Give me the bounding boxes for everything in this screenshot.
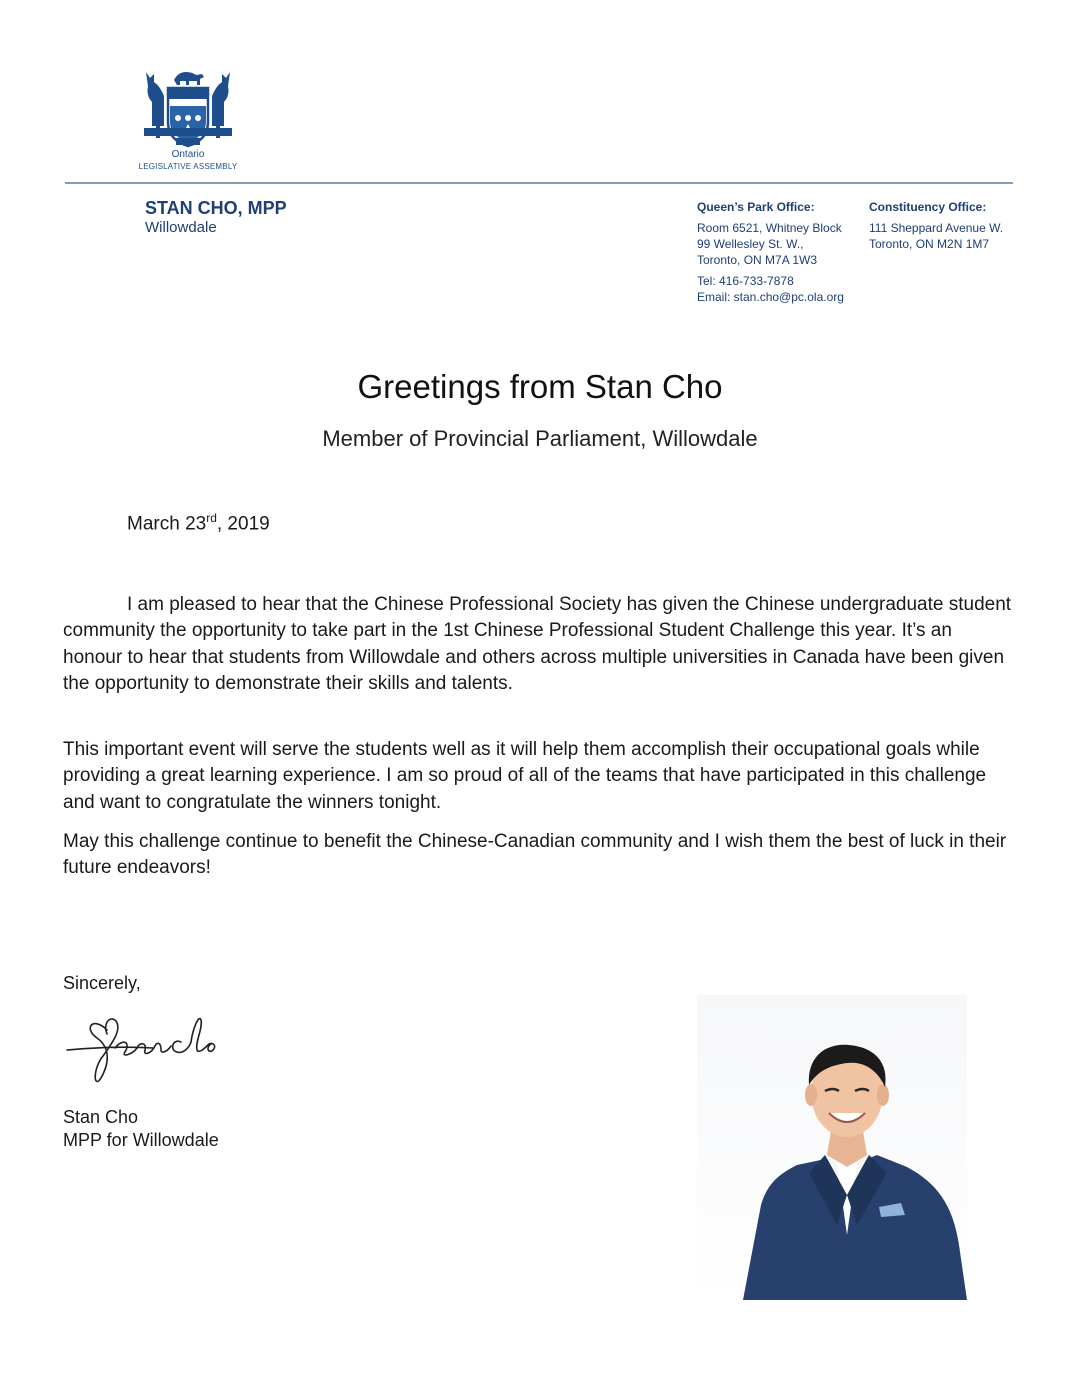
letter-closing: Sincerely, xyxy=(63,973,141,993)
signer-name: Stan Cho xyxy=(63,1107,139,1127)
signer-title: MPP for Willowdale xyxy=(63,1130,219,1150)
date-main: March 23 xyxy=(127,513,207,535)
letter-title: Greetings from Stan Cho xyxy=(357,368,723,405)
date-suffix: rd xyxy=(206,511,217,525)
crest-assembly-label: LEGISLATIVE ASSEMBLY xyxy=(138,162,238,171)
constituency-address-line: Toronto, ON M2N 1M7 xyxy=(869,237,990,251)
header-divider xyxy=(65,182,1013,184)
crest-ontario-label: Ontario xyxy=(171,149,205,160)
queens-park-phone: Tel: 416-733-7878 xyxy=(697,274,794,288)
constituency-office-heading: Constituency Office: xyxy=(869,200,987,214)
date-year: , 2019 xyxy=(216,513,270,535)
queens-park-address-line: 99 Wellesley St. W., xyxy=(697,237,804,251)
queens-park-email: Email: stan.cho@pc.ola.org xyxy=(697,290,844,304)
body-paragraph: May this challenge continue to benefit the Chinese-Canadian community and I wish them the best of luck in their future endeavors! xyxy=(63,831,1007,879)
mpp-riding: Willowdale xyxy=(145,219,217,236)
portrait-photo xyxy=(697,995,967,1300)
body-paragraph xyxy=(63,592,1013,697)
queens-park-office-heading: Queen’s Park Office: xyxy=(697,200,815,214)
paragraph-text: I am pleased to hear that the Chinese Professional Society has given the Chinese undergraduate student community the opportunity to take part in the 1st Chinese Professional Student Challenge this year. It’s an honour to hear that students from Willowdale and others across multiple universities in Canada have been given the opportunity to demonstrate their skills and talents. xyxy=(63,594,1012,694)
letter-date xyxy=(127,511,270,535)
queens-park-office-block xyxy=(697,199,847,305)
body-paragraph: This important event will serve the students well as it will help them accomplish their occupational goals while providing a great learning experience. I am so proud of all of the teams that have participated in this challenge and want to congratulate the winners tonight. xyxy=(63,739,987,813)
queens-park-address-line: Toronto, ON M7A 1W3 xyxy=(697,253,818,267)
queens-park-address-line: Room 6521, Whitney Block xyxy=(697,221,842,235)
constituency-office-block xyxy=(869,199,1019,252)
handwritten-signature xyxy=(63,1008,223,1092)
mpp-name: STAN CHO, MPP xyxy=(145,198,287,218)
constituency-address-line: 111 Sheppard Avenue W. xyxy=(869,221,1004,235)
letter-subtitle: Member of Provincial Parliament, Willowdale xyxy=(322,426,758,451)
